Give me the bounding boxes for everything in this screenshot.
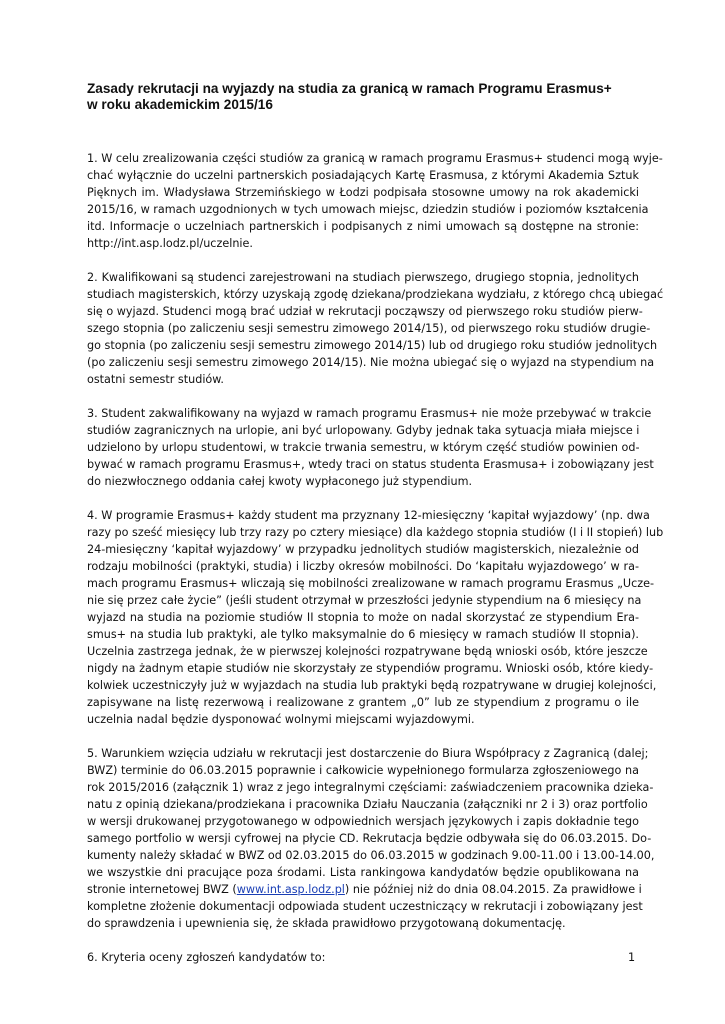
paragraph-6 [87,949,639,966]
text-line: wyjazd na studia na poziomie studiów II stopnia to może on nadal skorzystać ze stypendium Era- [87,611,639,624]
text-line: http://int.asp.lodz.pl/uczelnie. [87,237,253,250]
title-line: Zasady rekrutacji na wyjazdy na studia za granicą w ramach Programu Erasmus+ [87,81,612,96]
paragraph-2 [87,269,664,388]
text-line: ostatni semestr studiów. [87,373,224,386]
text-line: udzielono by urlopu studentowi, w trakcie trwania semestru, w którym część studiów powinien od- [87,441,640,454]
text-line: 1. W celu zrealizowania części studiów za granicą w ramach programu Erasmus+ studenci mogą wyje- [87,152,663,165]
text-line: nie się przez całe życie” (jeśli student otrzymał w przeszłości jedynie stypendium na 6 miesięcy na [87,594,642,607]
text-line: 6. Kryteria oceny zgłoszeń kandydatów to: [87,951,326,964]
text-line: itd. Informacje o uczelniach partnerskich i podpisanych z nimi umowach są dostępne na stronie: [87,220,639,233]
text-line: samego portfolio w wersji cyfrowej na płycie CD. Rekrutacja będzie odbywała się do 06.03.2015. Do- [87,832,652,845]
paragraph-3 [87,405,654,490]
paragraph-1 [87,150,663,252]
text-line: studiów zagranicznych na urlopie, ani być urlopowany. Gdyby jednak taka sytuacja miała miejsce i [87,424,640,437]
text-line: w wersji drukowanej przygotowanego w odpowiednich wersjach językowych i zapis dokładnie tego [87,815,639,828]
text-segment: ) nie później niż do dnia 08.04.2015. Za prawidłowe i [344,883,642,896]
text-line: kompletne złożenie dokumentacji odpowiada student uczestniczący w rekrutacji i zobowiązany jest [87,900,643,913]
text-line: we wszystkie dni pracujące poza środami. Lista rankingowa kandydatów będzie opublikowana na [87,866,639,879]
text-line: do niezwłocznego oddania całej kwoty wypłaconego już stypendium. [87,475,473,488]
text-line: chać wyłącznie do uczelni partnerskich posiadających Kartę Erasmusa, z którymi Akademia Sztuk [87,169,639,182]
text-line: nigdy na żadnym etapie studiów nie skorzystały ze stypendiów programu. Wnioski osób, które kiedy- [87,662,654,675]
bwz-website-link[interactable]: www.int.asp.lodz.pl [236,883,345,896]
text-line: studiach magisterskich, którzy uzyskają zgodę dziekana/prodziekana wydziału, z którego chcą ubiegać [87,288,664,301]
text-line-with-link [87,881,642,898]
text-line: szego stopnia (po zaliczeniu sesji semestru zimowego 2014/15), od pierwszego roku studiów drugie- [87,322,651,335]
text-line: bywać w ramach programu Erasmus+, wtedy traci on status studenta Erasmusa+ i zobowiązany jest [87,458,654,471]
text-line: do sprawdzenia i upewnienia się, że składa prawidłowo przygotowaną dokumentację. [87,917,566,930]
text-line: rok 2015/2016 (załącznik 1) wraz z jego integralnymi częściami: zaświadczeniem pracownika dzieka- [87,781,654,794]
text-line: razy po sześć miesięcy lub trzy razy po cztery miesiące) dla każdego stopnia studiów (I i II stopień) lub [87,526,664,539]
text-segment: stronie internetowej BWZ ( [87,883,237,896]
text-line: BWZ) terminie do 06.03.2015 poprawnie i całkowicie wypełnionego formularza zgłoszeniowego na [87,764,639,777]
document-body [87,150,664,983]
text-line: mach programu Erasmus+ wliczają się mobilności zrealizowane w ramach programu Erasmus „Ucze- [87,577,655,590]
page-number: 1 [628,951,636,964]
document-title [87,81,647,113]
text-line: smus+ na studia lub praktyki, ale tylko maksymalnie do 6 miesięcy w ramach studiów II stopnia). [87,628,639,641]
text-line: Uczelnia zastrzega jednak, że w pierwszej kolejności rozpatrywane będą wnioski osób, które jeszcze [87,645,648,658]
text-line: zapisywane na listę rezerwową i realizowane z grantem „0” lub ze stypendium z programu o ile [87,696,639,709]
title-line: w roku akademickim 2015/16 [87,97,273,112]
text-line: 2. Kwalifikowani są studenci zarejestrowani na studiach pierwszego, drugiego stopnia, jednolitych [87,271,639,284]
text-line: rodzaju mobilności (praktyki, studia) i liczby okresów mobilności. Do ‘kapitału wyjazdowego’ w ra- [87,560,639,573]
text-line: 2015/16, w ramach uzgodnionych w tych umowach miejsc, dziedzin studiów i poziomów kształcenia [87,203,649,216]
paragraph-4 [87,507,664,728]
text-line: kolwiek uczestniczyły już w wyjazdach na studia lub praktyki będą rozpatrywane w drugiej kolejności, [87,679,657,692]
text-line: go stopnia (po zaliczeniu sesji semestru zimowego 2014/15) lub od drugiego roku studiów jednolitych [87,339,658,352]
text-line: się o wyjazd. Studenci mogą brać udział w rekrutacji począwszy od pierwszego roku studiów pierw- [87,305,643,318]
text-line: 24-miesięczny ‘kapitał wyjazdowy’ w przypadku jednolitych studiów magisterskich, niezależnie od [87,543,639,556]
text-line: 5. Warunkiem wzięcia udziału w rekrutacji jest dostarczenie do Biura Współpracy z Zagranicą (dalej; [87,747,649,760]
text-line: uczelnia nadal będzie dysponować wolnymi miejscami wyjazdowymi. [87,713,475,726]
text-line: kumenty należy składać w BWZ od 02.03.2015 do 06.03.2015 w godzinach 9.00-11.00 i 13.00-14.00, [87,849,655,862]
text-line: 3. Student zakwalifikowany na wyjazd w ramach programu Erasmus+ nie może przebywać w trakcie [87,407,652,420]
text-line: Pięknych im. Władysława Strzemińskiego w Łodzi podpisała stosowne umowy na rok akademicki [87,186,639,199]
paragraph-5 [87,745,655,932]
text-line: 4. W programie Erasmus+ każdy student ma przyznany 12-miesięczny ‘kapitał wyjazdowy’ (np. dwa [87,509,650,522]
text-line: (po zaliczeniu sesji semestru zimowego 2014/15). Nie można ubiegać się o wyjazd na stypendium na [87,356,655,369]
text-line: natu z opinią dziekana/prodziekana i pracownika Działu Nauczania (załączniki nr 2 i 3) oraz portfolio [87,798,648,811]
